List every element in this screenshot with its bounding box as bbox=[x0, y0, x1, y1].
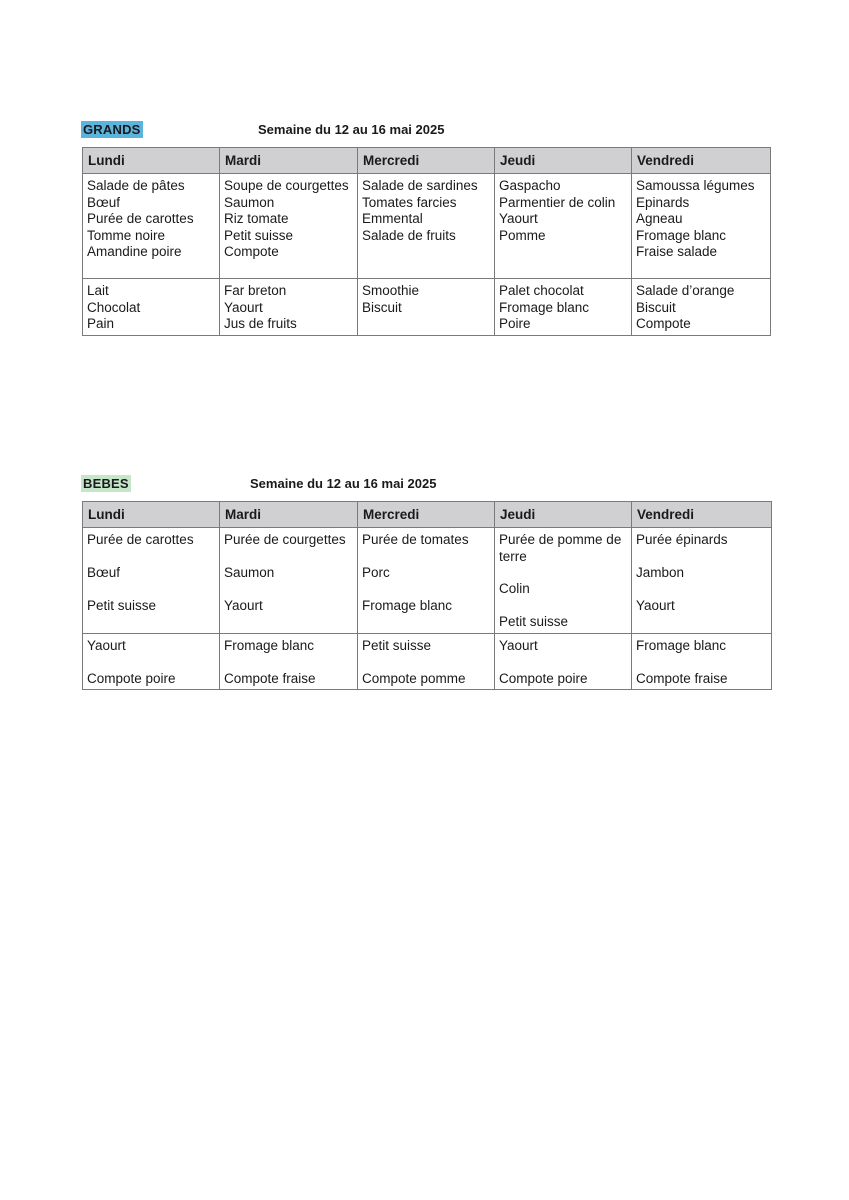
menu-item: Purée de tomates bbox=[362, 532, 469, 547]
menu-item: Fromage blanc bbox=[362, 598, 453, 613]
menu-cell bbox=[495, 633, 632, 690]
menu-item: Jambon bbox=[636, 565, 685, 580]
menu-cell bbox=[220, 174, 358, 279]
menu-item: Yaourt bbox=[499, 637, 538, 653]
day-header-mercredi: Mercredi bbox=[358, 148, 495, 174]
menu-item: Tomates farcies bbox=[362, 194, 457, 210]
menu-item: Emmental bbox=[362, 211, 423, 226]
menu-item: Fraise salade bbox=[636, 244, 718, 259]
menu-item: Fromage blanc bbox=[636, 637, 727, 653]
menu-item: Compote pomme bbox=[362, 670, 466, 686]
day-header-lundi: Lundi bbox=[83, 148, 220, 174]
menu-item: Purée épinards bbox=[636, 532, 728, 547]
menu-item: Yaourt bbox=[87, 637, 126, 653]
menu-cell bbox=[632, 174, 771, 279]
menu-cell bbox=[632, 528, 772, 634]
day-header-mardi: Mardi bbox=[220, 148, 358, 174]
menu-item: Salade de pâtes bbox=[87, 178, 185, 193]
menu-item: Biscuit bbox=[362, 299, 402, 315]
menu-item: Pain bbox=[87, 316, 115, 331]
menu-item: Compote fraise bbox=[636, 670, 728, 686]
menu-cell bbox=[83, 528, 220, 634]
menu-item: Epinards bbox=[636, 194, 690, 210]
bebes-menu-table bbox=[82, 501, 772, 690]
menu-item: Gaspacho bbox=[499, 178, 561, 193]
menu-cell bbox=[358, 528, 495, 634]
menu-item: Chocolat bbox=[87, 299, 141, 315]
menu-item: Compote poire bbox=[87, 670, 176, 686]
menu-item: Yaourt bbox=[499, 211, 538, 226]
menu-item: Bœuf bbox=[87, 194, 121, 210]
table-row bbox=[83, 174, 771, 279]
day-header-vendredi: Vendredi bbox=[632, 148, 771, 174]
menu-cell bbox=[220, 279, 358, 336]
table-header-row bbox=[83, 148, 771, 174]
bebes-week-title: Semaine du 12 au 16 mai 2025 bbox=[250, 476, 437, 491]
menu-item: Poire bbox=[499, 316, 531, 331]
menu-cell bbox=[632, 633, 772, 690]
menu-cell bbox=[83, 633, 220, 690]
menu-item: Riz tomate bbox=[224, 211, 289, 226]
menu-item: Compote bbox=[636, 316, 691, 331]
menu-cell bbox=[495, 279, 632, 336]
menu-item: Fromage blanc bbox=[636, 227, 727, 243]
menu-cell bbox=[358, 279, 495, 336]
menu-cell bbox=[83, 279, 220, 336]
menu-cell bbox=[495, 174, 632, 279]
menu-item: Yaourt bbox=[636, 598, 675, 613]
table-header-row bbox=[83, 502, 772, 528]
table-row bbox=[83, 633, 772, 690]
grands-week-title: Semaine du 12 au 16 mai 2025 bbox=[258, 122, 445, 137]
menu-cell bbox=[632, 279, 771, 336]
menu-item: Lait bbox=[87, 283, 109, 298]
menu-cell bbox=[220, 633, 358, 690]
menu-item: Porc bbox=[362, 565, 390, 580]
menu-item: Pomme bbox=[499, 227, 546, 243]
day-header-vendredi: Vendredi bbox=[632, 502, 772, 528]
menu-item: Salade de sardines bbox=[362, 178, 478, 193]
menu-item: Petit suisse bbox=[87, 598, 157, 613]
menu-cell bbox=[220, 528, 358, 634]
menu-item: Jus de fruits bbox=[224, 316, 297, 331]
menu-item: Yaourt bbox=[224, 299, 263, 315]
menu-item: Purée de pomme de terre bbox=[499, 532, 622, 564]
menu-item: Purée de carottes bbox=[87, 211, 194, 226]
menu-item: Amandine poire bbox=[87, 244, 182, 259]
menu-item: Yaourt bbox=[224, 598, 263, 613]
menu-item: Petit suisse bbox=[224, 227, 294, 243]
day-header-jeudi: Jeudi bbox=[495, 502, 632, 528]
menu-item: Fromage blanc bbox=[499, 299, 590, 315]
menu-cell bbox=[358, 174, 495, 279]
menu-item: Compote bbox=[224, 244, 279, 259]
menu-item: Saumon bbox=[224, 194, 275, 210]
menu-item: Purée de carottes bbox=[87, 532, 194, 547]
menu-item: Fromage blanc bbox=[224, 637, 315, 653]
menu-item: Agneau bbox=[636, 211, 683, 226]
menu-item: Colin bbox=[499, 581, 530, 596]
menu-item: Compote fraise bbox=[224, 670, 316, 686]
menu-item: Compote poire bbox=[499, 670, 588, 686]
day-header-lundi: Lundi bbox=[83, 502, 220, 528]
menu-item: Soupe de courgettes bbox=[224, 178, 349, 193]
menu-item: Petit suisse bbox=[362, 637, 432, 653]
menu-item: Salade d’orange bbox=[636, 283, 735, 298]
table-row bbox=[83, 528, 772, 634]
grands-menu-table bbox=[82, 147, 771, 336]
menu-item: Palet chocolat bbox=[499, 283, 584, 298]
menu-item: Purée de courgettes bbox=[224, 532, 346, 547]
menu-item: Biscuit bbox=[636, 299, 676, 315]
menu-cell bbox=[495, 528, 632, 634]
menu-item: Salade de fruits bbox=[362, 227, 456, 243]
day-header-jeudi: Jeudi bbox=[495, 148, 632, 174]
menu-item: Saumon bbox=[224, 565, 275, 580]
menu-item: Petit suisse bbox=[499, 614, 569, 629]
menu-item: Bœuf bbox=[87, 565, 121, 580]
menu-cell bbox=[358, 633, 495, 690]
menu-item: Samoussa légumes bbox=[636, 178, 755, 193]
menu-item: Smoothie bbox=[362, 283, 420, 298]
table-row bbox=[83, 279, 771, 336]
menu-item: Far breton bbox=[224, 283, 287, 298]
menu-item: Tomme noire bbox=[87, 227, 166, 243]
menu-item: Parmentier de colin bbox=[499, 194, 616, 210]
day-header-mercredi: Mercredi bbox=[358, 502, 495, 528]
bebes-section-label: BEBES bbox=[83, 476, 129, 491]
day-header-mardi: Mardi bbox=[220, 502, 358, 528]
grands-section-label: GRANDS bbox=[83, 122, 141, 137]
menu-cell bbox=[83, 174, 220, 279]
